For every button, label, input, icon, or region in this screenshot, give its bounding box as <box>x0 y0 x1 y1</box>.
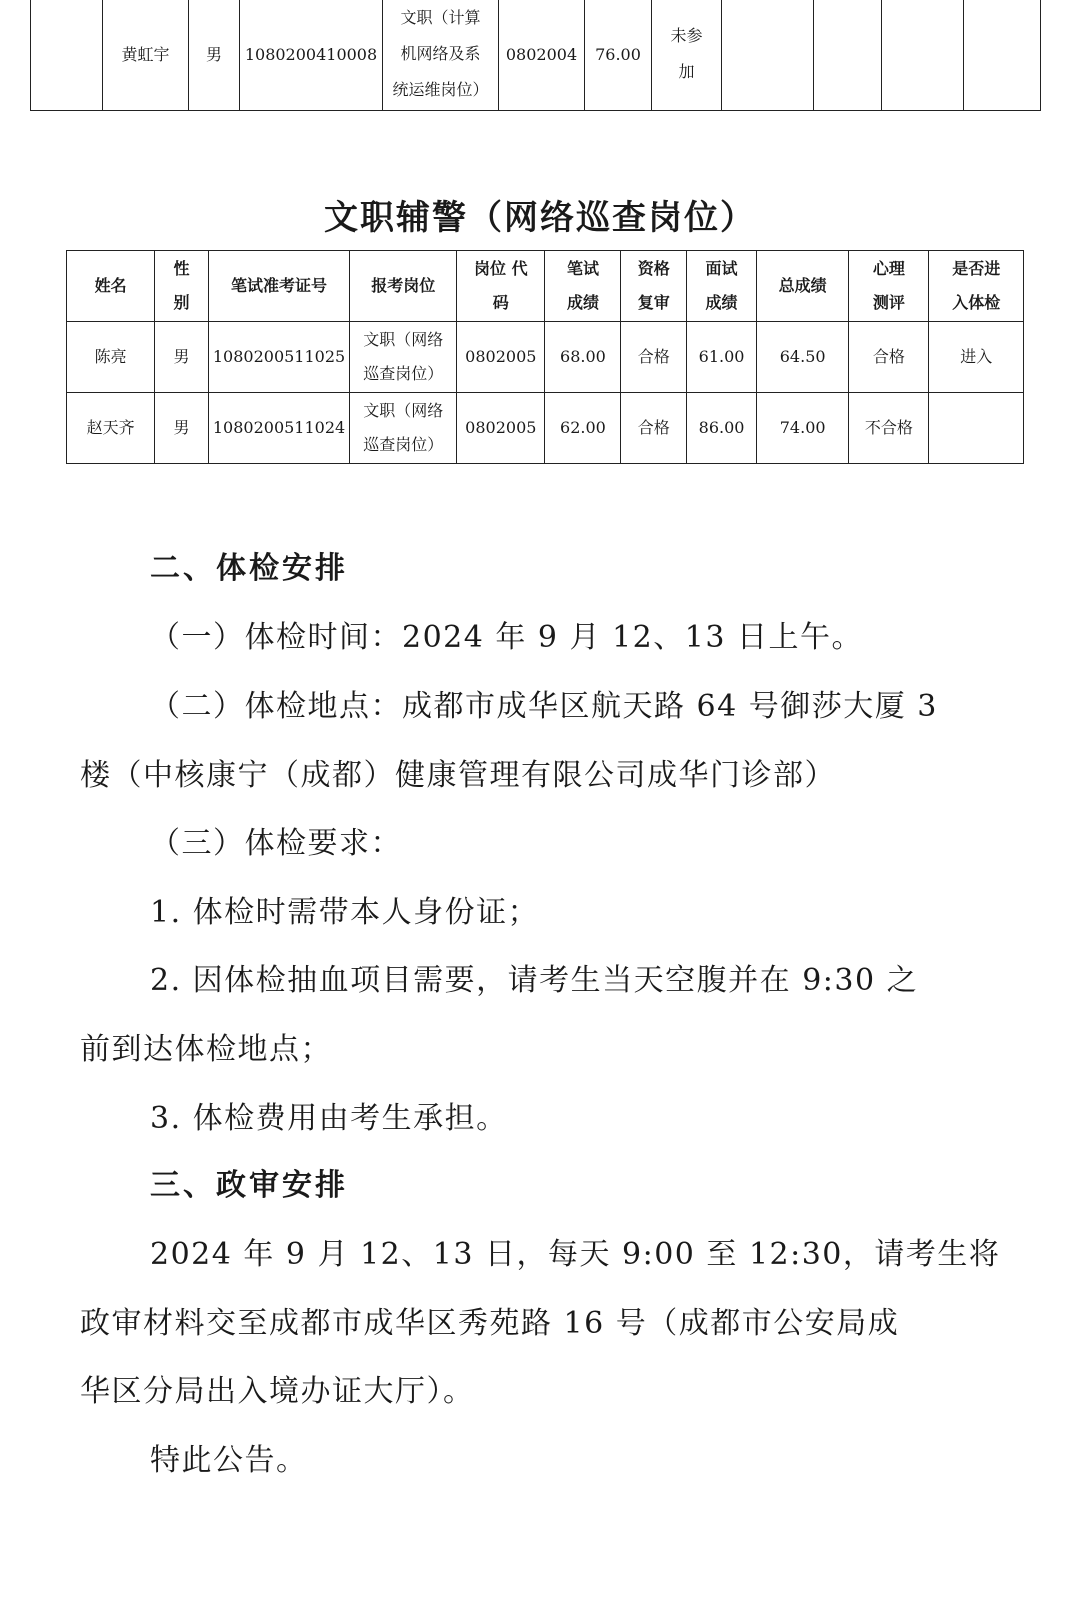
header-text: 测评 <box>872 293 905 312</box>
review-cell <box>652 0 722 111</box>
post-line: 统运维岗位） <box>392 80 489 99</box>
closing-statement: 特此公告。 <box>150 1443 308 1478</box>
physical-cell: 进入 <box>929 322 1024 393</box>
header-text: 别 <box>173 293 190 312</box>
interview-cell <box>722 0 814 111</box>
political-review-line-2: 政审材料交至成都市成华区秀苑路 16 号（成都市公安局成 <box>80 1306 900 1341</box>
interview-cell: 86.00 <box>687 393 757 464</box>
post-cell <box>350 393 457 464</box>
psych-cell: 不合格 <box>849 393 929 464</box>
header-post <box>350 251 457 322</box>
index-cell <box>31 0 103 111</box>
header-text: 笔试 <box>566 259 599 278</box>
header-interview <box>687 251 757 322</box>
header-text: 报考岗位 <box>371 276 436 295</box>
gender-cell: 男 <box>155 322 208 393</box>
header-text: 是否进 <box>952 259 1001 278</box>
header-review <box>621 251 687 322</box>
header-total <box>756 251 848 322</box>
physical-cell <box>964 0 1041 111</box>
header-text: 性 <box>173 259 190 278</box>
post-line: 机网络及系 <box>400 44 481 63</box>
written-score-cell: 62.00 <box>545 393 621 464</box>
name-cell: 赵天齐 <box>67 393 155 464</box>
post-cell <box>350 322 457 393</box>
psych-cell: 合格 <box>849 322 929 393</box>
review-cell: 合格 <box>621 393 687 464</box>
total-cell: 64.50 <box>756 322 848 393</box>
requirement-3: 3. 体检费用由考生承担。 <box>150 1101 508 1136</box>
header-text: 资格 <box>637 259 670 278</box>
header-text: 码 <box>492 293 509 312</box>
requirement-2-line-2: 前到达体检地点； <box>80 1032 332 1067</box>
header-text: 入体检 <box>952 293 1001 312</box>
header-text: 复审 <box>637 293 670 312</box>
header-psych <box>849 251 929 322</box>
section-title: 文职辅警（网络巡查岗位） <box>324 198 756 238</box>
exam-location-line-2: 楼（中核康宁（成都）健康管理有限公司成华门诊部） <box>80 758 836 793</box>
header-text: 面试 <box>705 259 738 278</box>
exam-requirements-heading: （三）体检要求： <box>150 826 402 861</box>
requirement-2-line-1: 2. 因体检抽血项目需要，请考生当天空腹并在 9:30 之 <box>150 963 919 998</box>
header-post-code <box>457 251 545 322</box>
header-text: 成绩 <box>705 293 738 312</box>
header-text: 总成绩 <box>778 276 827 295</box>
header-text: 心理 <box>872 259 905 278</box>
post-code-cell: 0802005 <box>457 322 545 393</box>
exam-no-cell: 1080200410008 <box>240 0 383 111</box>
review-line: 加 <box>678 62 695 81</box>
exam-no-cell: 1080200511025 <box>208 322 350 393</box>
header-physical <box>929 251 1024 322</box>
header-gender <box>155 251 208 322</box>
post-line: 文职（网络 <box>363 401 444 420</box>
post-line: 文职（网络 <box>363 330 444 349</box>
political-review-line-1: 2024 年 9 月 12、13 日，每天 9:00 至 12:30，请考生将 <box>150 1237 1001 1272</box>
name-cell: 黄虹宇 <box>103 0 189 111</box>
written-score-cell: 68.00 <box>545 322 621 393</box>
header-written <box>545 251 621 322</box>
table-header-row <box>67 251 1024 322</box>
post-cell <box>383 0 499 111</box>
previous-table <box>30 0 1041 111</box>
review-cell: 合格 <box>621 322 687 393</box>
exam-time-paragraph: （一）体检时间：2024 年 9 月 12、13 日上午。 <box>150 620 863 655</box>
post-line: 巡查岗位） <box>363 435 444 454</box>
table-row <box>67 393 1024 464</box>
interview-cell: 61.00 <box>687 322 757 393</box>
header-text: 笔试准考证号 <box>231 276 328 295</box>
total-cell: 74.00 <box>756 393 848 464</box>
gender-cell: 男 <box>189 0 240 111</box>
section-heading-physical-exam: 二、体检安排 <box>150 551 348 586</box>
header-text: 成绩 <box>566 293 599 312</box>
results-table <box>66 250 1024 464</box>
post-code-cell: 0802004 <box>499 0 585 111</box>
review-line: 未参 <box>670 26 703 45</box>
physical-cell <box>929 393 1024 464</box>
post-line: 巡查岗位） <box>363 364 444 383</box>
total-cell <box>814 0 882 111</box>
exam-location-line-1: （二）体检地点：成都市成华区航天路 64 号御莎大厦 3 <box>150 689 938 724</box>
section-heading-political-review: 三、政审安排 <box>150 1168 348 1203</box>
table-row <box>67 322 1024 393</box>
header-name <box>67 251 155 322</box>
exam-no-cell: 1080200511024 <box>208 393 350 464</box>
header-text: 岗位 代 <box>474 259 528 278</box>
psych-cell <box>882 0 964 111</box>
post-code-cell: 0802005 <box>457 393 545 464</box>
post-line: 文职（计算 <box>400 8 481 27</box>
written-score-cell: 76.00 <box>585 0 652 111</box>
political-review-line-3: 华区分局出入境办证大厅）。 <box>80 1374 475 1409</box>
header-exam-no <box>208 251 350 322</box>
gender-cell: 男 <box>155 393 208 464</box>
header-text: 姓名 <box>94 276 127 295</box>
name-cell: 陈亮 <box>67 322 155 393</box>
table-row <box>31 0 1041 111</box>
requirement-1: 1. 体检时需带本人身份证； <box>150 895 540 930</box>
